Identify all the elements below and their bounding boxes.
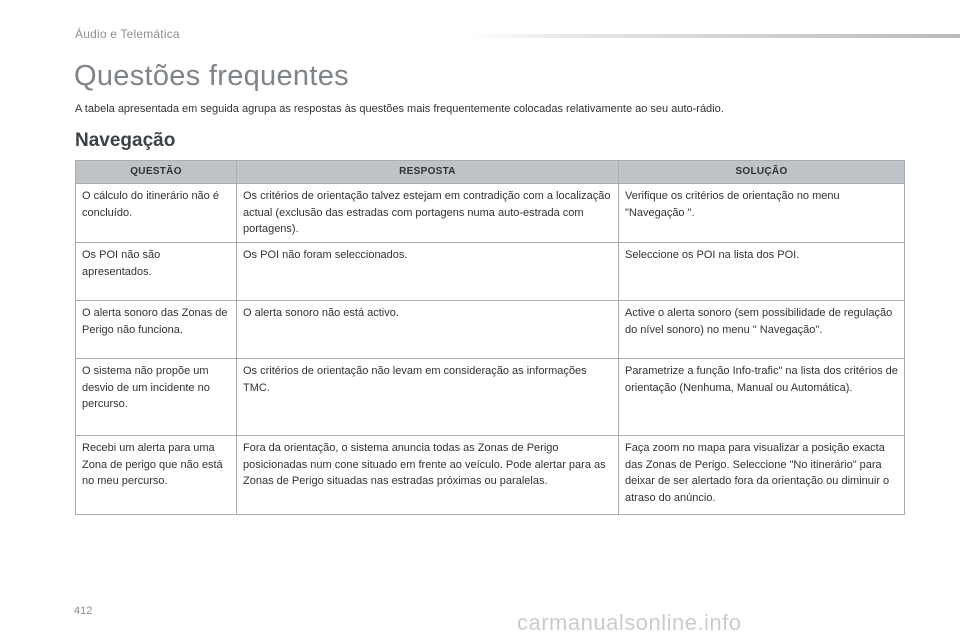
table-row xyxy=(76,184,905,243)
page-title: Questões frequentes xyxy=(74,60,349,92)
question-cell: O cálculo do itinerário não é concluído. xyxy=(76,184,237,243)
question-cell: O alerta sonoro das Zonas de Perigo não funciona. xyxy=(76,301,237,359)
section-header: Áudio e Telemática xyxy=(75,27,180,41)
column-header-question: QUESTÃO xyxy=(76,161,237,184)
table-row xyxy=(76,359,905,436)
intro-text: A tabela apresentada em seguida agrupa as respostas às questões mais frequentemente colocadas relativamente ao seu auto-rádio. xyxy=(75,103,724,115)
table-row xyxy=(76,436,905,515)
answer-cell: Os critérios de orientação não levam em consideração as informações TMC. xyxy=(237,359,619,436)
header-decorative-bar xyxy=(470,34,960,38)
solution-cell: Seleccione os POI na lista dos POI. xyxy=(619,243,905,301)
table-header-row xyxy=(76,161,905,184)
column-header-answer: RESPOSTA xyxy=(237,161,619,184)
answer-cell: Fora da orientação, o sistema anuncia todas as Zonas de Perigo posicionadas num cone situado em frente ao veículo. Pode alertar para as Zonas de Perigo situadas nas estradas próximas ou paralelas. xyxy=(237,436,619,515)
faq-table xyxy=(75,160,905,515)
solution-cell: Parametrize a função Info-trafic" na lista dos critérios de orientação (Nenhuma, Manual ou Automática). xyxy=(619,359,905,436)
answer-cell: Os critérios de orientação talvez estejam em contradição com a localização actual (exclusão das estradas com portagens numa auto-estrada com portagens). xyxy=(237,184,619,243)
page-number: 412 xyxy=(74,605,93,617)
solution-cell: Active o alerta sonoro (sem possibilidade de regulação do nível sonoro) no menu " Navegação". xyxy=(619,301,905,359)
solution-cell: Verifique os critérios de orientação no menu "Navegação ". xyxy=(619,184,905,243)
table-row xyxy=(76,301,905,359)
table-row xyxy=(76,243,905,301)
solution-cell: Faça zoom no mapa para visualizar a posição exacta das Zonas de Perigo. Seleccione "No itinerário" para deixar de ser alertado fora da orientação ou diminuir o atraso do anúncio. xyxy=(619,436,905,515)
answer-cell: Os POI não foram seleccionados. xyxy=(237,243,619,301)
question-cell: Recebi um alerta para uma Zona de perigo que não está no meu percurso. xyxy=(76,436,237,515)
column-header-solution: SOLUÇÃO xyxy=(619,161,905,184)
question-cell: Os POI não são apresentados. xyxy=(76,243,237,301)
question-cell: O sistema não propõe um desvio de um incidente no percurso. xyxy=(76,359,237,436)
watermark-text: carmanualsonline.info xyxy=(517,610,742,635)
answer-cell: O alerta sonoro não está activo. xyxy=(237,301,619,359)
section-subtitle: Navegação xyxy=(75,130,176,151)
